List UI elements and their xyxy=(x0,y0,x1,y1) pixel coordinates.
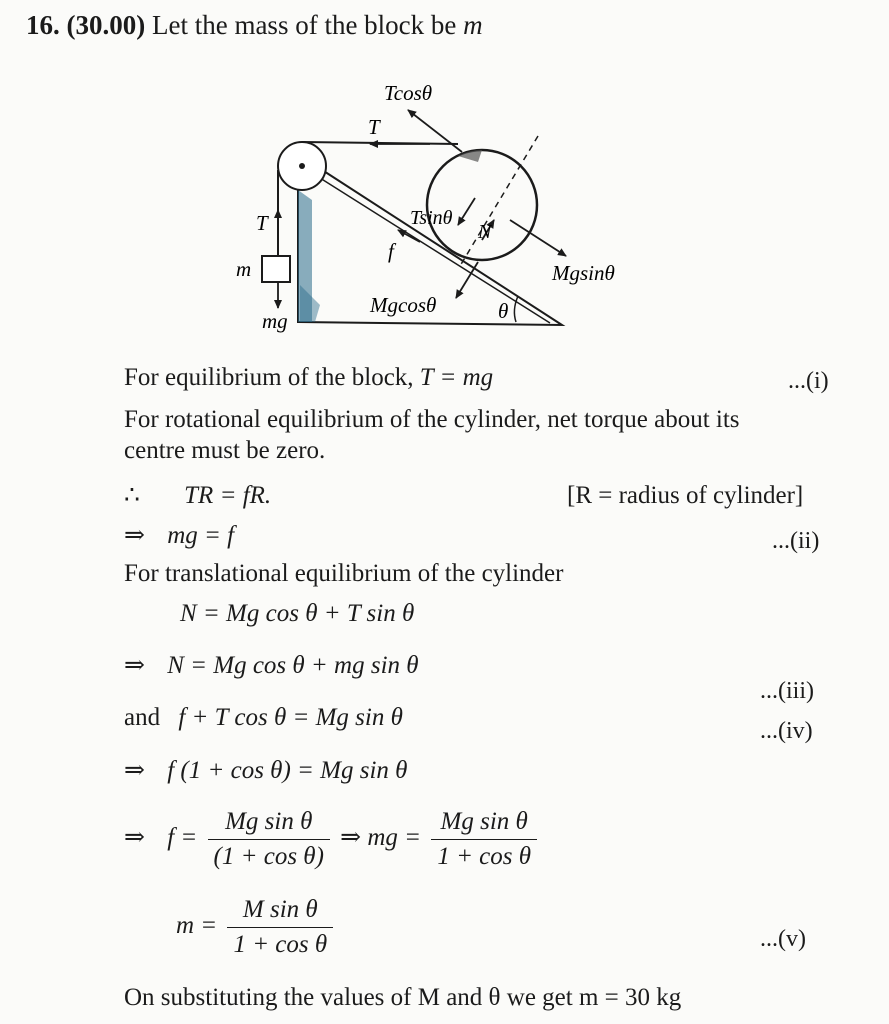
line-normal-force: N = Mg cos θ + T sin θ xyxy=(180,600,415,627)
label-m: m xyxy=(236,257,252,281)
question-score: (30.00) xyxy=(66,10,146,40)
label-t-top: T xyxy=(368,115,380,139)
fraction-mg: $\frac{\text{Mg sin θ}}{\text{1 + cos θ}}$ xyxy=(431,808,537,871)
fraction-m: $\frac{\text{M sin θ}}{\text{1 + cos θ}}$ xyxy=(227,896,333,959)
line-rotational-1: For rotational equilibrium of the cylinder, net torque about its xyxy=(124,406,740,433)
label-n: N xyxy=(478,221,492,243)
question-intro: Let the mass of the block be xyxy=(151,10,464,40)
note-radius: [R = radius of cylinder] xyxy=(567,482,804,509)
mass-symbol: m xyxy=(463,10,483,40)
pulley-axle xyxy=(299,163,305,169)
label-mgsin: Mgsinθ xyxy=(552,261,615,285)
label-mgcos: Mgcosθ xyxy=(370,293,437,317)
arrow-mgsin xyxy=(510,220,566,256)
label-t-left: T xyxy=(256,211,268,235)
arrow-mgcos xyxy=(456,262,478,298)
tag-v: ...(v) xyxy=(760,926,806,952)
tag-iv: ...(iv) xyxy=(760,718,813,744)
line-torque: ∴ TR = fR. xyxy=(124,482,272,509)
line-fraction-f: ⇒ f = $\frac{\text{Mg sin θ}}{\text{(1 + cos θ)}}$ ⇒ mg = $\frac{\text{Mg sin θ}}{\text{1 + cos θ}}$ xyxy=(124,808,541,871)
fraction-f: $\frac{\text{Mg sin θ}}{\text{(1 + cos θ)}}$ xyxy=(208,808,330,871)
angle-arc xyxy=(514,296,518,322)
line-result: On substituting the values of M and θ we get m = 30 kg xyxy=(124,984,682,1011)
line-fraction-m: m = $\frac{\text{M sin θ}}{\text{1 + cos θ}}$ xyxy=(176,896,337,959)
question-header xyxy=(26,10,483,41)
line-rotational-2: centre must be zero. xyxy=(124,437,326,464)
line-friction: and f + T cos θ = Mg sin θ xyxy=(124,704,403,731)
eq-t-mg: T = mg xyxy=(419,364,494,391)
label-f: f xyxy=(388,239,394,263)
line-friction-2: ⇒ f (1 + cos θ) = Mg sin θ xyxy=(124,757,408,784)
hanging-block xyxy=(262,256,290,282)
free-body-diagram xyxy=(220,70,640,340)
tag-i: ...(i) xyxy=(788,368,829,394)
line-translational: For translational equilibrium of the cylinder xyxy=(124,560,564,587)
label-tcos: Tcosθ xyxy=(384,81,433,105)
label-theta: θ xyxy=(498,299,509,323)
arrow-tcos xyxy=(408,110,462,152)
tag-ii: ...(ii) xyxy=(772,528,820,554)
tag-iii: ...(iii) xyxy=(760,678,814,704)
question-number: 16. xyxy=(26,10,60,40)
line-normal-force-2: ⇒ N = Mg cos θ + mg sin θ xyxy=(124,652,419,679)
line-block-equilibrium: For equilibrium of the block, T = mg xyxy=(124,364,494,391)
label-mg: mg xyxy=(262,309,288,333)
label-tsin: Tsinθ xyxy=(410,207,453,229)
line-mg-f: ⇒ mg = f xyxy=(124,522,235,549)
arrow-tsin xyxy=(458,198,475,225)
